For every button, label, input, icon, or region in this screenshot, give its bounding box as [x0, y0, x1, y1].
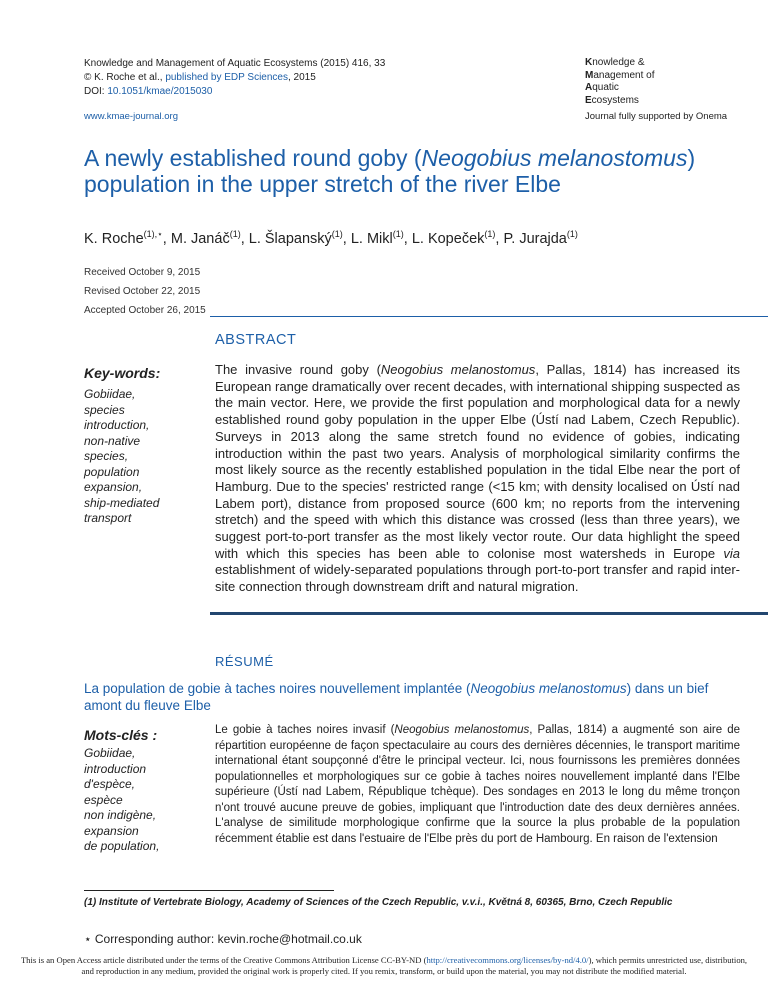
- support-text: Journal fully supported by Onema: [585, 111, 728, 122]
- citation-line: Knowledge and Management of Aquatic Ecosystems (2015) 416, 33: [84, 58, 386, 69]
- section-divider: [210, 316, 768, 317]
- keyword: Gobiidae,: [84, 746, 136, 760]
- keyword: introduction,: [84, 418, 150, 432]
- copyright-line: [84, 71, 444, 85]
- journal-citation: [84, 57, 444, 99]
- journal-logo: [585, 57, 655, 107]
- resume-title: La population de gobie à taches noires nouvellement implantée (Neogobius melanostomus) dans un bief amont du fleuve Elbe: [84, 681, 709, 713]
- footnote-rule: [84, 890, 334, 891]
- mots-cles-list: [84, 746, 194, 855]
- article-title: A newly established round goby (Neogobius melanostomus) population in the upper stretch of the river Elbe: [84, 145, 696, 197]
- copyright-year: , 2015: [287, 72, 316, 83]
- keyword: d'espèce,: [84, 777, 135, 791]
- keywords-list: [84, 387, 194, 527]
- logo-line: Management of: [585, 69, 655, 81]
- star-icon: ⋆: [84, 932, 92, 946]
- corresponding-author: ⋆ Corresponding author: kevin.roche@hotmail.co.uk: [84, 932, 362, 946]
- keyword: ship-mediated: [84, 495, 160, 510]
- keyword: expansion,: [84, 480, 143, 494]
- resume-body: Le gobie à taches noires invasif (Neogobius melanostomus, Pallas, 1814) a augmenté son aire de répartition européenne de façon spectaculaire au cours des dernières décennies, le transport maritime international étant soupçonné d'être le principal vecteur. Ici, nous fournissons les premières données populationnelles et morphologiques sur ce gobie à taches noires nouvellement implanté dans l'Elbe supérieure (Ústí nad Labem, République tchèque). Des sondages en 2013 le long du même tronçon n'ont trouvé aucune preuve de gobies, impliquant que l'introduction date des deux dernières années. L'analyse de similitude morphologique confirme que la source la plus probable de la population récemment établie est dans l'estuaire de l'Elbe près du port de Hambourg. En raison de l'extension: [215, 724, 740, 845]
- journal-url-link[interactable]: www.kmae-journal.org: [84, 111, 178, 122]
- affiliation-footnote: (1) Institute of Vertebrate Biology, Academy of Sciences of the Czech Republic, v.v.i., Květná 8, 60365, Brno, Czech Republic: [84, 897, 673, 908]
- doi-line: [84, 85, 444, 99]
- revised-date: Revised October 22, 2015: [84, 286, 201, 297]
- keyword: espèce: [84, 792, 123, 807]
- license-link[interactable]: http://creativecommons.org/licenses/by-nd/4.0/: [426, 955, 589, 965]
- author-list: K. Roche$^{(1),⋆}$, M. Janáč$^{(1)}$, L. Šlapanský$^{(1)}$, L. Mikl$^{(1)}$, L. Kopeček$^{(1)}$, P. Jurajda$^{(1)}$: [84, 229, 578, 247]
- keyword: expansion: [84, 823, 139, 838]
- mots-cles-heading: Mots-clés :: [84, 727, 158, 743]
- doi-prefix: DOI:: [84, 86, 108, 97]
- publisher-link[interactable]: published by EDP Sciences: [165, 72, 288, 83]
- keyword: population: [84, 464, 140, 479]
- abstract-body: The invasive round goby (Neogobius melanostomus, Pallas, 1814) has increased its European range dramatically over recent decades, with international shipping suspected as the main vector. Here, we provide the first population and morphological data for a newly established round goby population in the upper Elbe (Ústí nad Labem, Czech Republic). Surveys in 2013 along the same stretch found no evidence of gobies, indicating introduction within the past two years. Analysis of morphological similarity confirms the most likely source as the recently established population in the tidal Elbe near the port of Hamburg. Due to the species' restricted range (<15 km; with density localised on Ústí nad Labem port), distance from proposed source (600 km; no reports from the intervening stretch) and the speed with which this distance was crossed (less than three years), we suggest port-to-port transfer as the most likely vector route. Our data highlight the speed with which this species has been able to colonise most watersheds in Europe via establishment of widely-separated populations through port-to-port transfer and rapid inter-site connection through downstream drift and natural migration.: [215, 362, 740, 595]
- author: K. Roche: [84, 230, 144, 247]
- copyright-symbol: ©: [84, 72, 92, 83]
- author: P. Jurajda: [503, 230, 567, 247]
- keyword: transport: [84, 511, 132, 525]
- author: L. Šlapanský: [248, 230, 332, 247]
- resume-heading: RÉSUMÉ: [215, 654, 274, 669]
- keyword: introduction: [84, 761, 147, 776]
- author: M. Janáč: [170, 230, 230, 247]
- logo-line: Aquatic: [585, 82, 619, 93]
- keyword: species,: [84, 449, 129, 463]
- received-date: Received October 9, 2015: [84, 267, 201, 278]
- keyword: Gobiidae,: [84, 387, 136, 401]
- section-divider-thick: [210, 612, 768, 615]
- abstract-heading: ABSTRACT: [215, 332, 297, 348]
- keyword: non-native: [84, 433, 141, 448]
- logo-line: Ecosystems: [585, 94, 639, 106]
- logo-line: Knowledge &: [585, 57, 645, 68]
- article-dates: [84, 263, 206, 320]
- doi-link[interactable]: 10.1051/kmae/2015030: [107, 86, 213, 97]
- accepted-date: Accepted October 26, 2015: [84, 305, 206, 316]
- copyright-authors: K. Roche et al.,: [94, 72, 166, 83]
- species-name: Neogobius melanostomus: [421, 145, 688, 171]
- author: L. Kopeček: [411, 230, 485, 247]
- keywords-heading: Key-words:: [84, 365, 161, 381]
- keyword: de population,: [84, 839, 160, 853]
- keyword: non indigène,: [84, 808, 157, 822]
- author: L. Mikl: [350, 230, 393, 247]
- keyword: species: [84, 402, 125, 417]
- license-notice: This is an Open Access article distributed under the terms of the Creative Commons Attribution License CC-BY-ND (http://creativecommons.org/licenses/by-nd/4.0/), which permits unrestricted use, distribution, and reproduction in any medium, provided the original work is properly cited. If you remix, transform, or build upon the material, you may not distribute the modified material.: [20, 955, 748, 976]
